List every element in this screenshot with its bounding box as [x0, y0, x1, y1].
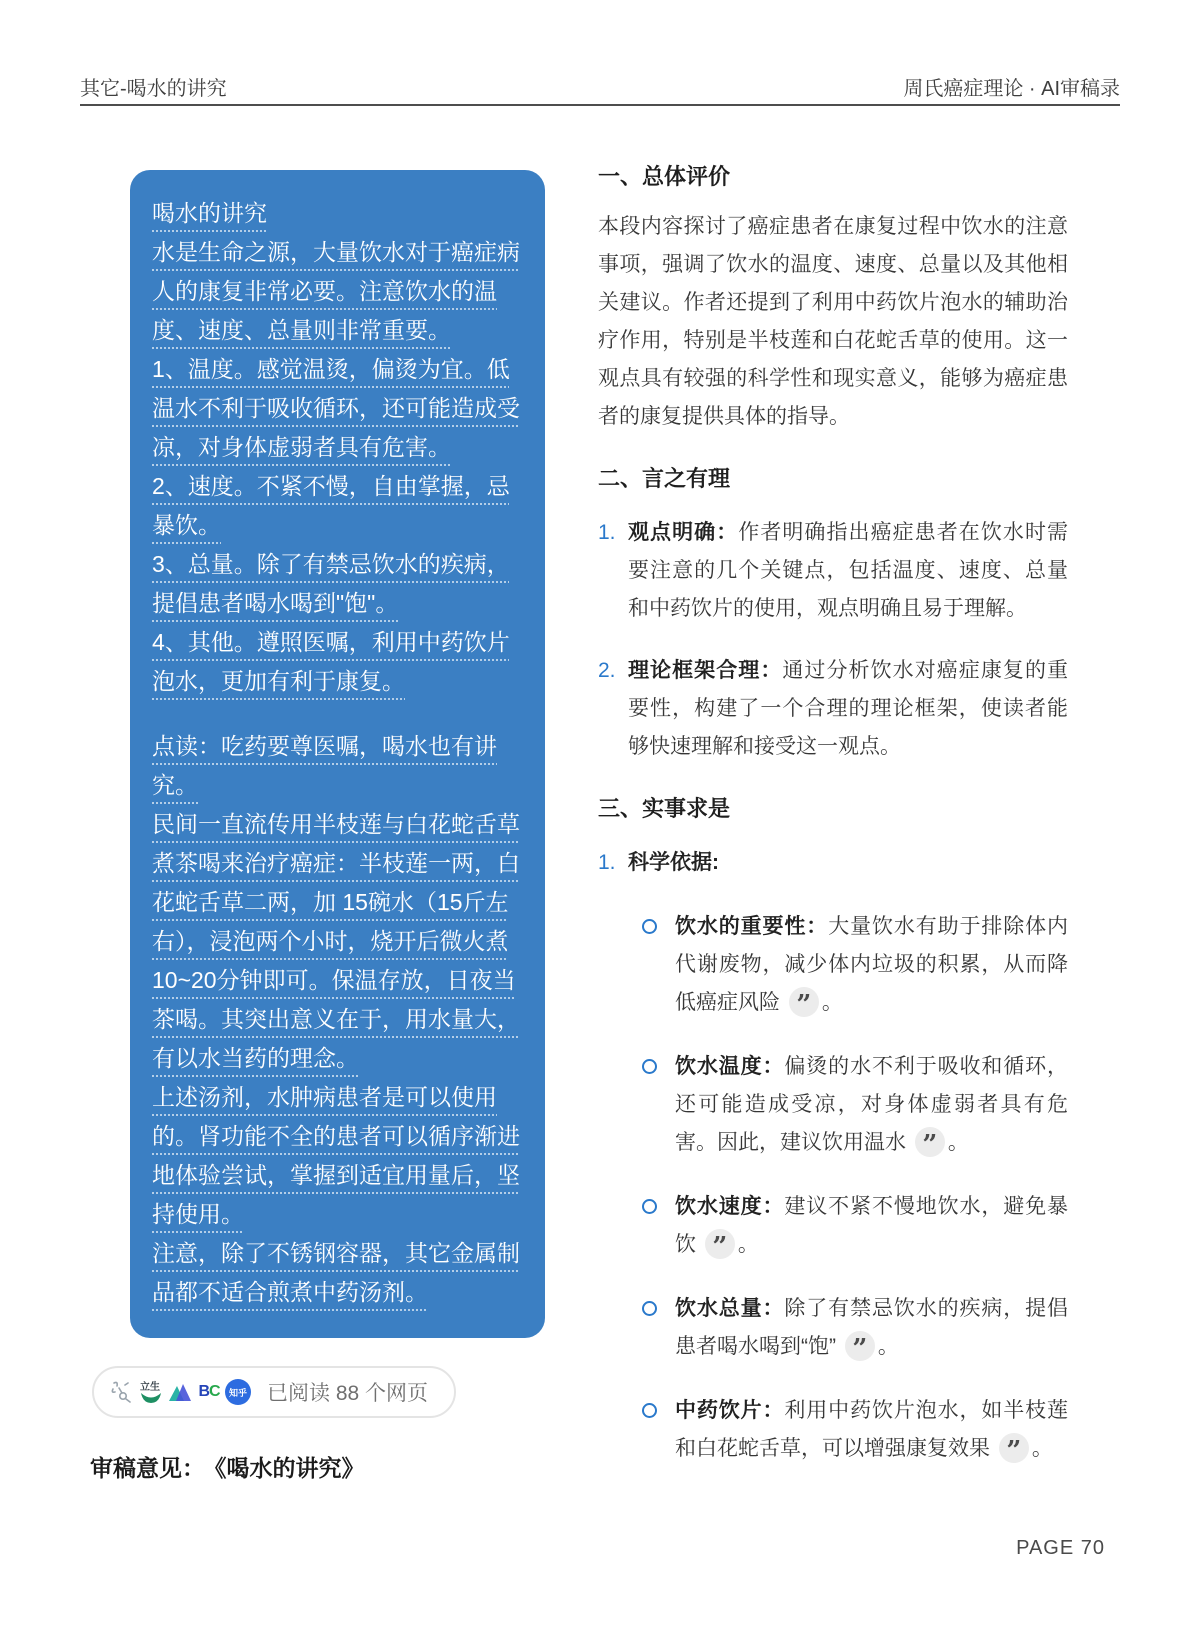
bullet-text: 利用中药饮片泡水，如半枝莲和白花蛇舌草，可以增强康复效果: [675, 1399, 1069, 1460]
bc-site-icon: B C: [198, 1383, 220, 1400]
bullet-tail: 。: [821, 991, 843, 1014]
numbered-item: [598, 514, 1068, 628]
circle-bullet-icon: [642, 1403, 657, 1418]
item-label: 理论框架合理：: [628, 659, 783, 682]
doodle-site-icon: [109, 1379, 135, 1405]
sources-read-count-label: 已阅读 88 个网页: [267, 1382, 429, 1405]
bullet-tail: 。: [947, 1131, 969, 1154]
citation-quote-icon[interactable]: ”: [845, 1331, 875, 1361]
card-paragraph-spacer: [152, 701, 523, 727]
citation-quote-icon[interactable]: ”: [789, 987, 819, 1017]
numbered-item: [598, 652, 1068, 766]
bullet-label: 饮水总量：: [675, 1297, 785, 1320]
source-text-card: [130, 170, 545, 1338]
section3-heading: 三、实事求是: [598, 796, 731, 821]
citation-quote-icon[interactable]: ”: [705, 1229, 735, 1259]
card-paragraph: 水是生命之源，大量饮水对于癌症病人的康复非常必要。注意饮水的温度、速度、总量则非常重要。: [152, 239, 520, 343]
review-opinion-title: [90, 1450, 365, 1483]
list-item: [642, 1188, 1068, 1264]
item-text: 通过分析饮水对癌症康复的重要性，构建了一个合理的理论框架，使读者能够快速理解和接受这一观点。: [628, 659, 1069, 758]
item-label: 观点明确：: [628, 521, 739, 544]
header-book-title: 周氏癌症理论 · AI审稿录: [903, 78, 1120, 100]
bullet-label: 饮水的重要性：: [675, 915, 829, 938]
bullet-text: 偏烫的水不利于吸收和循环，还可能造成受凉，对身体虚弱者具有危害。因此，建议饮用温水: [675, 1055, 1069, 1154]
lisheng-site-icon: [138, 1379, 164, 1405]
card-paragraph: 4、其他。遵照医嘱，利用中药饮片泡水，更加有利于康复。: [152, 629, 510, 694]
card-paragraph: 注意，除了不锈钢容器，其它金属制品都不适合煎煮中药汤剂。: [152, 1240, 520, 1305]
header-divider: [80, 104, 1120, 106]
section1-heading: 一、总体评价: [598, 164, 731, 189]
section2-items: [598, 514, 1068, 766]
header-running-title: 其它-喝水的讲究: [80, 78, 227, 100]
zhihu-site-icon: 知乎: [225, 1379, 251, 1405]
card-paragraph: 2、速度。不紧不慢，自由掌握，忌暴饮。: [152, 473, 510, 538]
sources-pill[interactable]: [92, 1366, 456, 1418]
circle-bullet-icon: [642, 1059, 657, 1074]
citation-quote-icon[interactable]: ”: [999, 1433, 1029, 1463]
card-paragraph: 1、温度。感觉温烫，偏烫为宜。低温水不利于吸收循环，还可能造成受凉，对身体虚弱者具有危害。: [152, 356, 520, 460]
section3-numbered-item: [598, 844, 1068, 882]
card-paragraph: 民间一直流传用半枝莲与白花蛇舌草煮茶喝来治疗癌症：半枝莲一两，白花蛇舌草二两，加 15碗水（15斤左右），浸泡两个小时，烧开后微火煮10~20分钟即可。保温存放，日夜当茶喝。其突出意义在于，用水量大，有以水当药的理念。: [152, 811, 520, 1071]
circle-bullet-icon: [642, 919, 657, 934]
card-paragraph: 喝水的讲究: [152, 200, 267, 226]
section3-bullets: [598, 908, 1068, 1468]
card-paragraph: 3、总量。除了有禁忌饮水的疾病，提倡患者喝水喝到"饱"。: [152, 551, 510, 616]
mountain-site-icon: [167, 1379, 193, 1405]
bullet-text: 除了有禁忌饮水的疾病，提倡患者喝水喝到“饱”: [675, 1297, 1069, 1358]
item-label: 科学依据:: [628, 851, 719, 874]
bullet-text: 建议不紧不慢地饮水，避免暴饮: [675, 1195, 1069, 1256]
circle-bullet-icon: [642, 1301, 657, 1316]
list-item: [642, 1290, 1068, 1366]
bullet-tail: 。: [1031, 1437, 1053, 1460]
bullet-tail: 。: [877, 1335, 899, 1358]
bullet-label: 饮水速度：: [675, 1195, 785, 1218]
bullet-label: 饮水温度：: [675, 1055, 785, 1078]
card-paragraph: 点读：吃药要尊医嘱，喝水也有讲究。: [152, 733, 497, 798]
review-opinion-prefix: 审稿意见：: [90, 1455, 205, 1481]
citation-quote-icon[interactable]: ”: [915, 1127, 945, 1157]
circle-bullet-icon: [642, 1199, 657, 1214]
list-item: [642, 1392, 1068, 1468]
bullet-text: 大量饮水有助于排除体内代谢废物，减少体内垃圾的积累，从而降低癌症风险: [675, 915, 1069, 1014]
bullet-tail: 。: [737, 1233, 759, 1256]
bullet-label: 中药饮片：: [675, 1399, 785, 1422]
page-number: PAGE 70: [1016, 1537, 1105, 1559]
section1-paragraph: 本段内容探讨了癌症患者在康复过程中饮水的注意事项，强调了饮水的温度、速度、总量以及其他相关建议。作者还提到了利用中药饮片泡水的辅助治疗作用，特别是半枝莲和白花蛇舌草的使用。这一观点具有较强的科学性和现实意义，能够为癌症患者的康复提供具体的指导。: [598, 215, 1068, 428]
list-item: [642, 908, 1068, 1022]
source-favicons: [109, 1379, 254, 1405]
list-item: [642, 1048, 1068, 1162]
item-text: 作者明确指出癌症患者在饮水时需要注意的几个关键点，包括温度、速度、总量和中药饮片的使用，观点明确且易于理解。: [628, 521, 1069, 620]
review-column: [598, 156, 1068, 1494]
item-number: 1.: [598, 851, 616, 874]
review-opinion-book: 《喝水的讲究》: [215, 1455, 365, 1481]
section2-heading: 二、言之有理: [598, 466, 731, 491]
svg-text:立生: 立生: [140, 1382, 160, 1393]
card-paragraph: 上述汤剂，水肿病患者是可以使用的。肾功能不全的患者可以循序渐进地体验尝试，掌握到适宜用量后，坚持使用。: [152, 1084, 520, 1227]
item-number: 1.: [598, 521, 616, 544]
item-number: 2.: [598, 659, 616, 682]
